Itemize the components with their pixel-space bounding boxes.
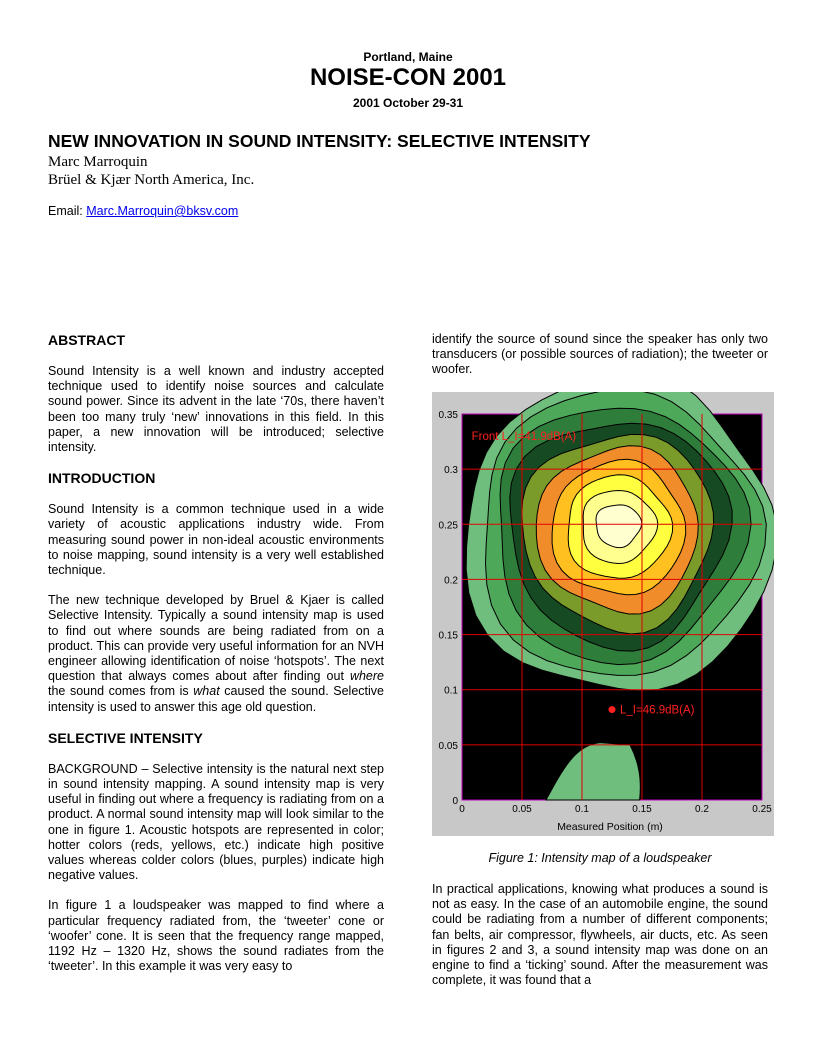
- author-affiliation: Brüel & Kjær North America, Inc.: [48, 172, 255, 188]
- hotspot-marker: [609, 706, 616, 713]
- author-name: Marc Marroquin: [48, 154, 148, 170]
- introduction-paragraph-1: Sound Intensity is a common technique used in a wide variety of acoustic applications industry wide. From measuring sound power in non-ideal acoustic environments to noise mapping, sound intensity is a very well established technique.: [48, 502, 384, 578]
- y-tick-label: 0.1: [444, 685, 458, 697]
- email-link[interactable]: Marc.Marroquin@bksv.com: [86, 204, 239, 218]
- figure-caption: Figure 1: Intensity map of a loudspeaker: [488, 851, 712, 865]
- y-tick-label: 0: [452, 796, 458, 807]
- right-column-bottom: [432, 882, 768, 1003]
- x-tick-label: 0.2: [695, 804, 709, 815]
- x-axis-label: Measured Position (m): [557, 821, 663, 833]
- x-tick-label: 0.25: [752, 804, 772, 815]
- y-tick-label: 0.3: [444, 465, 458, 477]
- intensity-map-chart: [432, 392, 774, 836]
- y-tick-label: 0.05: [438, 740, 458, 752]
- intro-p2-part-b: the sound comes from is: [48, 684, 194, 699]
- conference-dates: 2001 October 29-31: [352, 96, 464, 110]
- intro-p2-part-c: caused the sound. Selective intensity is used to answer this age old question.: [48, 684, 384, 714]
- right-paragraph-top: identify the source of sound since the speaker has only two transducers (or possible sources of radiation); the tweeter or woofer.: [432, 332, 768, 377]
- email-line: [48, 204, 238, 218]
- x-tick-label: 0.05: [512, 804, 532, 815]
- abstract-heading: ABSTRACT: [48, 332, 125, 348]
- conference-location: Portland, Maine: [363, 50, 453, 64]
- abstract-text: Sound Intensity is a well known and industry accepted technique used to identify noise sources and calculate sound power. Since its advent in the late ‘70s, there haven’t been too many truly ‘new’ innovations in this field. In this paper, a new innovation will be introduced; selective intensity.: [48, 364, 384, 455]
- selective-intensity-heading: SELECTIVE INTENSITY: [48, 729, 203, 746]
- right-column-top: [432, 332, 768, 393]
- conference-name: NOISE-CON 2001: [309, 64, 507, 91]
- intro-p2-part-a: The new technique developed by Bruel & Kjaer is called Selective Intensity. Typically a sound intensity map is used to find out where sounds are being radiated from on a product. This can provide very useful information for an NVH engineer allowing identification of noise ‘hotspots’. The next question that always comes about after finding out: [48, 593, 384, 684]
- selective-paragraph-1: BACKGROUND – Selective intensity is the natural next step in sound intensity mapping. A sound intensity map is very useful in finding out where a frequency is radiating from on a product. A normal sound intensity map will look similar to the one in figure 1. Acoustic hotspots are represented in color; hotter colors (reds, yellows, etc.) indicate high positive values whereas colder colors (blues, purples) indicate high negative values.: [48, 761, 384, 883]
- selective-paragraph-2: In figure 1 a loudspeaker was mapped to find where a particular frequency radiated from, the ‘tweeter’ cone or ‘woofer’ cone. It is seen that the frequency range mapped, 1192 Hz – 1320 Hz, shows the sound radiates from the ‘tweeter’. In this example it was very easy to: [48, 898, 384, 974]
- y-tick-label: 0.15: [438, 630, 458, 642]
- y-tick-label: 0.2: [444, 575, 458, 587]
- x-tick-label: 0: [459, 804, 465, 815]
- annotation-label-1: L_I=46.9dB(A): [620, 704, 695, 717]
- right-paragraph-bottom: In practical applications, knowing what produces a sound is not as easy. In the case of an automobile engine, the sound could be radiating from a number of different components; fan belts, air compressor, flywheels, air ducts, etc. As seen in figures 2 and 3, a sound intensity map was done on an engine to find a ‘ticking’ sound. After the measurement was complete, it was found that a: [432, 882, 768, 988]
- introduction-heading: INTRODUCTION: [48, 470, 156, 487]
- intro-p2-emphasis-what: what: [193, 684, 220, 699]
- email-label: Email:: [48, 204, 83, 218]
- annotation-label-0: Front L_I=41.9dB(A): [471, 431, 577, 444]
- left-column: [48, 332, 384, 990]
- y-tick-label: 0.25: [438, 520, 458, 532]
- y-tick-label: 0.35: [438, 410, 458, 421]
- paper-title: NEW INNOVATION IN SOUND INTENSITY: SELECTIVE INTENSITY: [48, 131, 591, 151]
- intro-p2-emphasis-where: where: [349, 669, 384, 684]
- introduction-paragraph-2: [48, 593, 384, 715]
- x-tick-label: 0.15: [632, 804, 652, 815]
- figure-1: [432, 392, 774, 836]
- x-tick-label: 0.1: [575, 804, 589, 815]
